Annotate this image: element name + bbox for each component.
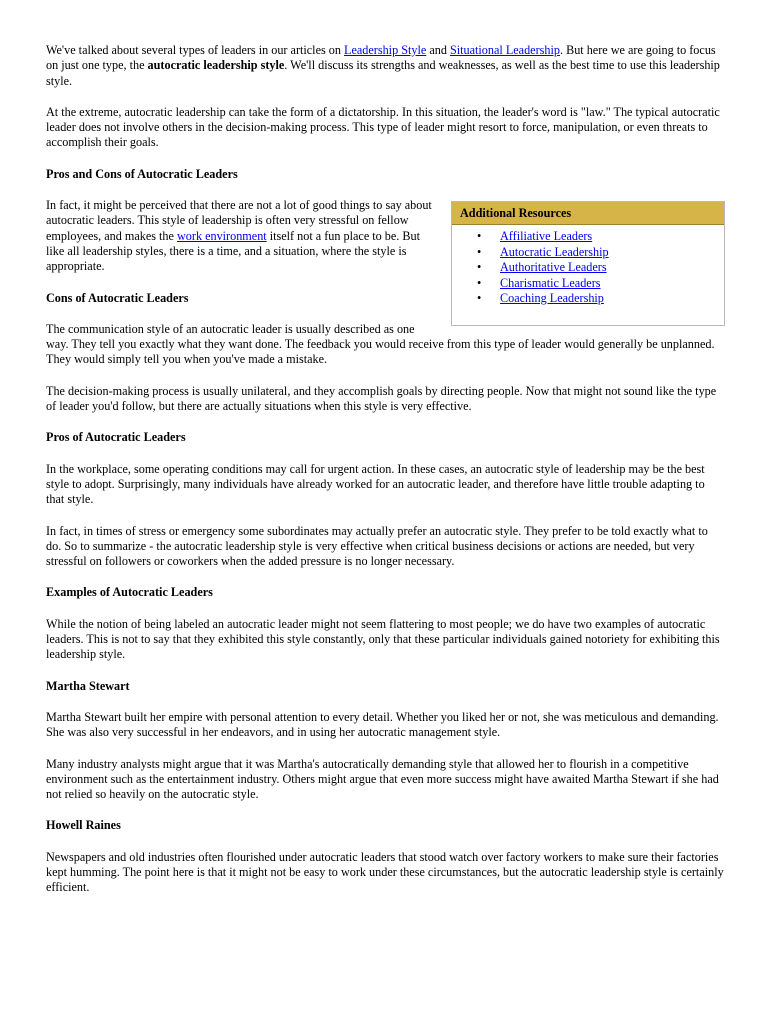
additional-resources-title: Additional Resources bbox=[452, 202, 724, 225]
pros-cons-text-1: In fact, it might be perceived that there are not a lot of good things to say about autocratic leaders. This style of leadership is often very stressful on fellow employees, and makes the bbox=[46, 198, 432, 243]
list-item bbox=[452, 276, 724, 292]
examples-paragraph: While the notion of being labeled an autocratic leader might not seem flattering to most people; we do have two examples of autocratic leaders. This is not to say that they exhibited this style constantly, only that these particular individuals gained notoriety for exhibiting this leadership style. bbox=[46, 616, 720, 662]
cons-paragraph-1: The communication style of an autocratic leader is usually described as one way. They tell you exactly what they want done. The feedback you would receive from this type of leader would generally be unplanned. They would simply tell you when you've made a mistake. bbox=[46, 321, 715, 367]
bullet-icon: • bbox=[477, 275, 482, 290]
list-item bbox=[452, 245, 724, 261]
charismatic-leaders-link[interactable]: Charismatic Leaders bbox=[500, 275, 601, 290]
howell-paragraph: Newspapers and old industries often flourished under autocratic leaders that stood watch over factory workers to make sure their factories kept humming. The point here is that it might not be easy to work under these circumstances, but the autocratic leadership style is certainly efficient. bbox=[46, 849, 724, 895]
leadership-style-link[interactable]: Leadership Style bbox=[344, 43, 427, 57]
work-environment-link[interactable]: work environment bbox=[176, 228, 267, 243]
intro-text-4: . We'll discuss its strengths and weaknesses, as well as the best time to use this leadership style. bbox=[46, 58, 720, 88]
intro-text-3: . But here we are going to focus on just one type, the bbox=[46, 43, 716, 73]
cons-heading: Cons of Autocratic Leaders bbox=[46, 290, 189, 305]
martha-paragraph-2: Many industry analysts might argue that it was Martha's autocratically demanding style that allowed her to flourish in a competitive environment such as the entertainment industry. Others might argue that even more success might have awaited Martha Stewart if she had not relied so heavily on the autocratic style. bbox=[46, 756, 719, 802]
intro-paragraph-2: At the extreme, autocratic leadership can take the form of a dictatorship. In this situation, the leader's word is "law." The typical autocratic leader does not involve others in the decision-making process. This type of leader might resort to force, manipulation, or even threats to accomplish their goals. bbox=[46, 104, 720, 150]
list-item bbox=[452, 260, 724, 276]
intro-text-1: We've talked about several types of leaders in our articles on bbox=[46, 43, 345, 57]
bullet-icon: • bbox=[477, 291, 482, 306]
coaching-leadership-link[interactable]: Coaching Leadership bbox=[500, 291, 604, 306]
autocratic-leadership-link[interactable]: Autocratic Leadership bbox=[500, 244, 609, 259]
intro-text-2: and bbox=[426, 43, 450, 57]
affiliative-leaders-link[interactable]: Affiliative Leaders bbox=[500, 229, 593, 244]
resources-list bbox=[452, 229, 724, 307]
bullet-icon: • bbox=[477, 229, 482, 244]
list-item bbox=[452, 291, 724, 307]
bullet-icon: • bbox=[477, 260, 482, 275]
martha-paragraph-1: Martha Stewart built her empire with personal attention to every detail. Whether you liked her or not, she was meticulous and demanding. She was also very successful in her endeavors, and in using her autocratic management style. bbox=[46, 709, 719, 740]
examples-heading: Examples of Autocratic Leaders bbox=[46, 585, 213, 600]
pros-paragraph-1: In the workplace, some operating conditions may call for urgent action. In these cases, an autocratic style of leadership may be the best style to adopt. Surprisingly, many individuals have already worked for an autocratic leader, and therefore have little trouble adapting to that style. bbox=[46, 461, 705, 507]
additional-resources-box bbox=[451, 201, 725, 326]
cons-paragraph-2: The decision-making process is usually unilateral, and they accomplish goals by directing people. Now that might not sound like the type of leader you'd follow, but there are actually situations when this style is very effective. bbox=[46, 383, 717, 414]
pros-paragraph-2: In fact, in times of stress or emergency some subordinates may actually prefer an autocratic style. They prefer to be told exactly what to do. So to summarize - the autocratic leadership style is very effective when critical business decisions or actions are needed, but very stressful on followers or coworkers when the added pressure is no longer necessary. bbox=[46, 523, 708, 569]
bullet-icon: • bbox=[477, 244, 482, 259]
situational-leadership-link[interactable]: Situational Leadership bbox=[449, 43, 560, 57]
pros-heading: Pros of Autocratic Leaders bbox=[46, 430, 186, 445]
authoritative-leaders-link[interactable]: Authoritative Leaders bbox=[500, 260, 607, 275]
howell-raines-heading: Howell Raines bbox=[46, 818, 121, 833]
martha-stewart-heading: Martha Stewart bbox=[46, 678, 130, 693]
intro-bold-term: autocratic leadership style bbox=[147, 58, 285, 73]
pros-cons-text-2: itself not a fun place to be. But like all leadership styles, there is a time, and a situation, where the style is appropriate. bbox=[46, 228, 421, 274]
intro-paragraph-1 bbox=[46, 43, 724, 89]
pros-cons-heading: Pros and Cons of Autocratic Leaders bbox=[46, 166, 238, 181]
list-item bbox=[452, 229, 724, 245]
